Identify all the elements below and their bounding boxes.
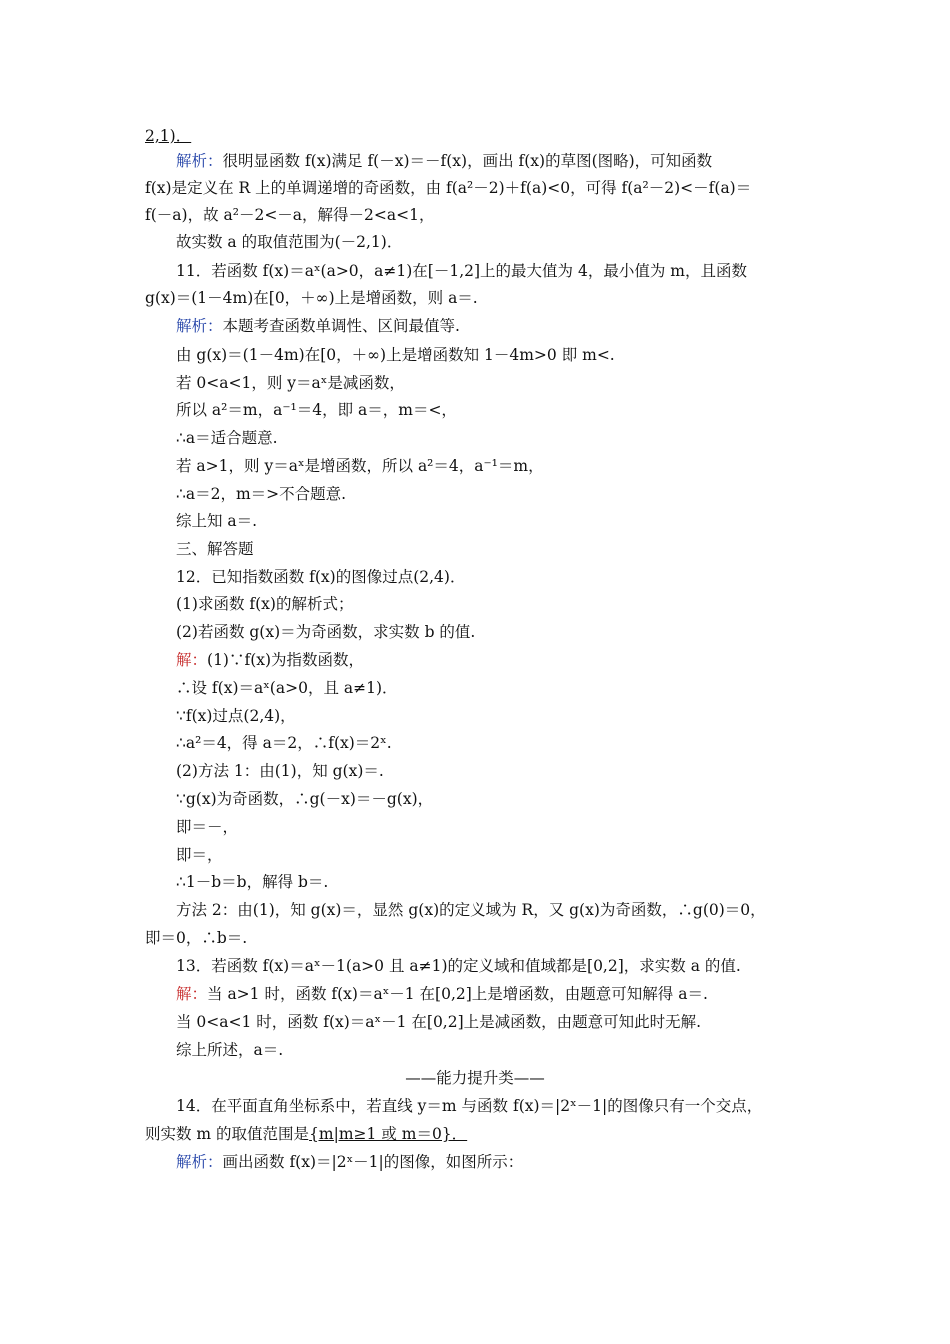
solution-label: 解： (176, 985, 208, 1003)
text-line: (1)求函数 f(x)的解析式； (176, 595, 354, 613)
solution-line (176, 1152, 523, 1172)
text: 当 a>1 时，函数 f(x)＝aˣ－1 在[0,2]上是增函数，由题意可知解得 a＝. (207, 985, 708, 1003)
question-13: 13．若函数 f(x)＝aˣ－1(a>0 且 a≠1)的定义域和值域都是[0,2]，求实数 a 的值. (176, 957, 741, 975)
section-divider-title: ——能力提升类—— (405, 1069, 545, 1087)
text-line (145, 1124, 467, 1144)
answer-continuation: 2,1)． (145, 127, 192, 145)
text-line: 即＝0，∴b＝. (145, 929, 248, 947)
text-line: 方法 2：由(1)，知 g(x)＝，显然 g(x)的定义域为 R，又 g(x)为奇函数，∴g(0)＝0， (176, 901, 766, 919)
text-line: (2)若函数 g(x)＝为奇函数，求实数 b 的值. (176, 623, 476, 641)
text: 则实数 m 的取值范围是 (145, 1125, 310, 1143)
text-line: 故实数 a 的取值范围为(－2,1)． (176, 233, 403, 251)
text-line: f(－a)，故 a²－2<－a，解得－2<a<1， (145, 206, 435, 224)
text: 很明显函数 f(x)满足 f(－x)＝－f(x)，画出 f(x)的草图(图略)，可知函数 (222, 152, 713, 170)
text-line: g(x)＝(1－4m)在[0，＋∞)上是增函数，则 a＝. (145, 289, 478, 307)
text-line: ∴设 f(x)＝aˣ(a>0，且 a≠1)． (176, 679, 398, 697)
text-line: 若 0<a<1，则 y＝aˣ是减函数， (176, 374, 405, 392)
question-11: 11．若函数 f(x)＝aˣ(a>0，a≠1)在[－1,2]上的最大值为 4，最小值为 m，且函数 (176, 262, 747, 280)
text-line: ∵f(x)过点(2,4)， (176, 707, 296, 725)
text-line: 即＝－， (176, 818, 239, 836)
text-line: 由 g(x)＝(1－4m)在[0，＋∞)上是增函数知 1－4m>0 即 m<. (176, 346, 615, 364)
solution-line (176, 650, 364, 670)
text-line: f(x)是定义在 R 上的单调递增的奇函数，由 f(a²－2)＋f(a)<0，可得 f(a²－2)<－f(a)＝ (145, 179, 752, 197)
text-line: 若 a>1，则 y＝aˣ是增函数，所以 a²＝4，a⁻¹＝m， (176, 457, 544, 475)
text-line: 所以 a²＝m，a⁻¹＝4，即 a＝，m＝<， (176, 401, 457, 419)
text: 画出函数 f(x)＝|2ˣ－1|的图像，如图所示： (222, 1153, 524, 1171)
text-line: ∴1－b＝b，解得 b＝. (176, 873, 329, 891)
text-line: ∴a²＝4，得 a＝2，∴f(x)＝2ˣ. (176, 734, 392, 752)
text-line: (2)方法 1：由(1)，知 g(x)＝. (176, 762, 384, 780)
text-line: 综上所述，a＝. (176, 1041, 284, 1059)
solution-label: 解： (176, 651, 208, 669)
solution-line (176, 984, 708, 1004)
text: 本题考查函数单调性、区间最值等. (222, 317, 460, 335)
solution-line (176, 151, 712, 171)
text-line: ∵g(x)为奇函数，∴g(－x)＝－g(x)， (176, 790, 434, 808)
analysis-label: 解析： (176, 317, 223, 335)
analysis-label: 解析： (176, 1153, 223, 1171)
text: (1)∵f(x)为指数函数， (207, 651, 365, 669)
analysis-label: 解析： (176, 152, 223, 170)
section-heading: 三、解答题 (176, 540, 254, 558)
question-12: 12．已知指数函数 f(x)的图像过点(2,4)． (176, 568, 466, 586)
question-14: 14．在平面直角坐标系中，若直线 y＝m 与函数 f(x)＝|2ˣ－1|的图像只有一个交点， (176, 1097, 763, 1115)
text-line: 综上知 a＝. (176, 512, 258, 530)
text-line: 即＝， (176, 846, 223, 864)
solution-line (176, 316, 460, 336)
answer-blank: {m|m≥1 或 m＝0}． (309, 1125, 468, 1143)
text-line: 当 0<a<1 时，函数 f(x)＝aˣ－1 在[0,2]上是减函数，由题意可知此时无解. (176, 1013, 702, 1031)
text-line: ∴a＝适合题意. (176, 429, 278, 447)
text-line: ∴a＝2，m＝>不合题意. (176, 485, 347, 503)
